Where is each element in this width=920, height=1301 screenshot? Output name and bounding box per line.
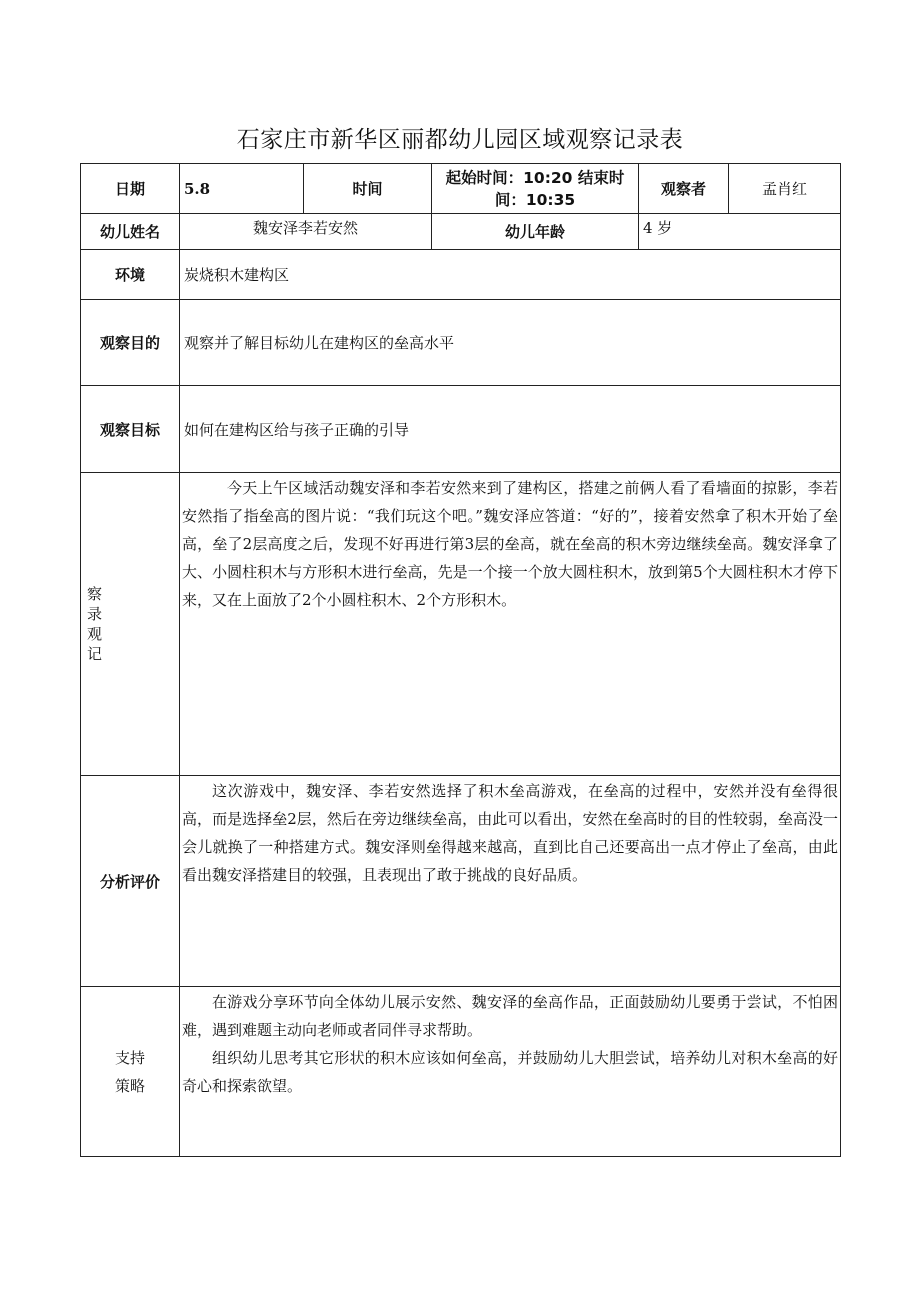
support-label-line2: 策略 (114, 1076, 145, 1095)
record-text: 今天上午区域活动魏安泽和李若安然来到了建构区，搭建之前俩人看了看墙面的掠影，李若安然指了指垒高的图片说：“我们玩这个吧。”魏安泽应答道：“好的”，接着安然拿了积木开始了垒高，垒了2层高度之后，发现不好再进行第3层的垒高，就在垒高的积木旁边继续垒高。魏安泽拿了大、小圆柱积木与方形积木进行垒高，先是一个接一个放大圆柱积木，放到第5个大圆柱积木才停下来，又在上面放了2个小圆柱积木、2个方形积木。 (182, 479, 838, 609)
record-text-cell (180, 473, 841, 776)
date-label: 日期 (81, 164, 180, 214)
record-label-char: 录 (87, 605, 103, 623)
observer-label: 观察者 (639, 164, 729, 214)
support-text-cell (180, 987, 841, 1157)
time-value-line2: 间：10:35 (494, 190, 576, 209)
time-value-line1: 起始时间：10:20 结束时 (445, 168, 625, 187)
time-label: 时间 (304, 164, 432, 214)
row-record (81, 473, 841, 776)
observer-value: 孟肖红 (729, 164, 841, 214)
record-label-char: 观 (87, 625, 103, 643)
row-date-time (81, 164, 841, 214)
purpose-label: 观察目的 (81, 300, 180, 386)
analysis-text: 这次游戏中，魏安泽、李若安然选择了积木垒高游戏，在垒高的过程中，安然并没有垒得很高，而是选择垒2层，然后在旁边继续垒高，由此可以看出，安然在垒高时的目的性较弱，垒高没一会儿就换了一种搭建方式。魏安泽则垒得越来越高，直到比自己还要高出一点才停止了垒高，由此看出魏安泽搭建目的较强，且表现出了敢于挑战的良好品质。 (182, 782, 838, 884)
analysis-label: 分析评价 (81, 776, 180, 987)
row-purpose (81, 300, 841, 386)
analysis-text-cell (180, 776, 841, 987)
child-age-label: 幼儿年龄 (432, 214, 639, 250)
row-child-info (81, 214, 841, 250)
child-name-value: 魏安泽李若安然 (180, 214, 432, 250)
date-value: 5.8 (180, 164, 304, 214)
goal-label: 观察目标 (81, 386, 180, 473)
support-para-1: 在游戏分享环节向全体幼儿展示安然、魏安泽的垒高作品，正面鼓励幼儿要勇于尝试，不怕困难，遇到难题主动向老师或者同伴寻求帮助。 (182, 993, 838, 1039)
record-label-char: 察 (87, 585, 103, 603)
child-age-value: 4 岁 (639, 214, 841, 250)
row-goal (81, 386, 841, 473)
page-title: 石家庄市新华区丽都幼儿园区域观察记录表 (236, 127, 684, 153)
support-label-line1: 支持 (114, 1048, 145, 1067)
support-label (81, 987, 180, 1157)
row-support (81, 987, 841, 1157)
row-analysis (81, 776, 841, 987)
observation-record-table (80, 163, 841, 1157)
environment-label: 环境 (81, 250, 180, 300)
record-label-char: 记 (87, 645, 103, 663)
time-value (432, 164, 639, 214)
record-label (81, 473, 180, 776)
environment-value: 炭烧积木建构区 (180, 250, 841, 300)
purpose-value: 观察并了解目标幼儿在建构区的垒高水平 (180, 300, 841, 386)
goal-value: 如何在建构区给与孩子正确的引导 (180, 386, 841, 473)
row-environment (81, 250, 841, 300)
support-para-2: 组织幼儿思考其它形状的积木应该如何垒高，并鼓励幼儿大胆尝试，培养幼儿对积木垒高的好奇心和探索欲望。 (182, 1049, 838, 1095)
child-name-label: 幼儿姓名 (81, 214, 180, 250)
